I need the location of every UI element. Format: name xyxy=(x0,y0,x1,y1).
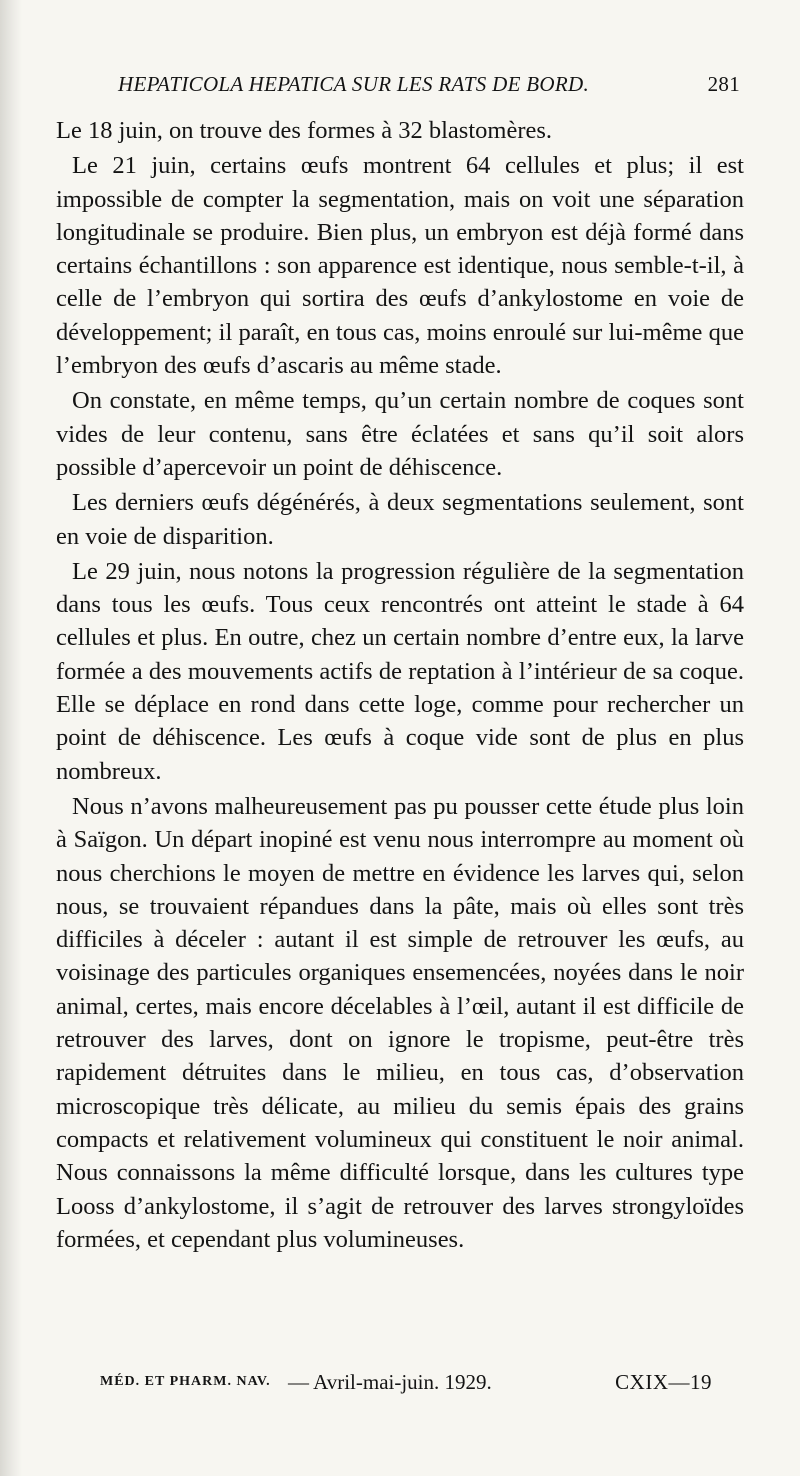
paragraph: Nous n’avons malheureusement pas pu pousser cette étude plus loin à Saïgon. Un départ inopiné est venu nous interrompre au moment où nous cherchions le moyen de mettre en évidence les larves qui, selon nous, se trouvaient répandues dans la pâte, mais où elles sont très difficiles à déceler : autant il est simple de retrouver les œufs, au voisinage des particules organiques ensemencées, noyées dans le noir animal, certes, mais encore décelables à l’œil, autant il est difficile de retrouver des larves, dont on ignore le tropisme, peut-être très rapidement détruites dans le milieu, en tous cas, d’observation microscopique très délicate, au milieu du semis épais des grains compacts et relativement volumineux qui constituent le noir animal. Nous connaissons la même difficulté lorsque, dans les cultures type Looss d’ankylostome, il s’agit de retrouver des larves strongyloïdes formées, et cependant plus volumineuses. xyxy=(56,792,744,1253)
paragraph: Les derniers œufs dégénérés, à deux segmentations seulement, sont en voie de disparition. xyxy=(56,489,744,550)
paragraph: Le 18 juin, on trouve des formes à 32 blastomères. xyxy=(56,117,553,144)
paragraph: On constate, en même temps, qu’un certain nombre de coques sont vides de leur contenu, sans être éclatées et sans qu’il soit alors possible d’apercevoir un point de déhiscence. xyxy=(56,387,744,481)
issue-date: — Avril-mai-juin. 1929. xyxy=(288,1370,492,1394)
running-title: HEPATICOLA HEPATICA SUR LES RATS DE BORD. xyxy=(118,72,590,96)
body-text xyxy=(56,114,744,1256)
page-spine-shadow xyxy=(0,0,22,1476)
running-header xyxy=(118,72,740,106)
signature-mark: CXIX—19 xyxy=(615,1370,712,1394)
journal-name: MÉD. ET PHARM. NAV. xyxy=(100,1374,271,1389)
page-footer xyxy=(100,1370,712,1404)
paragraph: Le 29 juin, nous notons la progression régulière de la segmentation dans tous les œufs. Tous ceux rencontrés ont atteint le stade à 64 cellules et plus. En outre, chez un certain nombre d’entre eux, la larve formée a des mouvements actifs de reptation à l’intérieur de sa coque. Elle se déplace en rond dans cette loge, comme pour rechercher un point de déhiscence. Les œufs à coque vide sont de plus en plus nombreux. xyxy=(56,557,744,785)
page-number: 281 xyxy=(707,72,740,96)
paragraph: Le 21 juin, certains œufs montrent 64 cellules et plus; il est impossible de compter la segmentation, mais on voit une séparation longitudinale se produire. Bien plus, un embryon est déjà formé dans certains échantillons : son apparence est identique, nous semble-t-il, à celle de l’embryon qui sortira des œufs d’ankylostome en voie de développement; il paraît, en tous cas, moins enroulé sur lui-même que l’embryon des œufs d’ascaris au même stade. xyxy=(56,152,744,380)
